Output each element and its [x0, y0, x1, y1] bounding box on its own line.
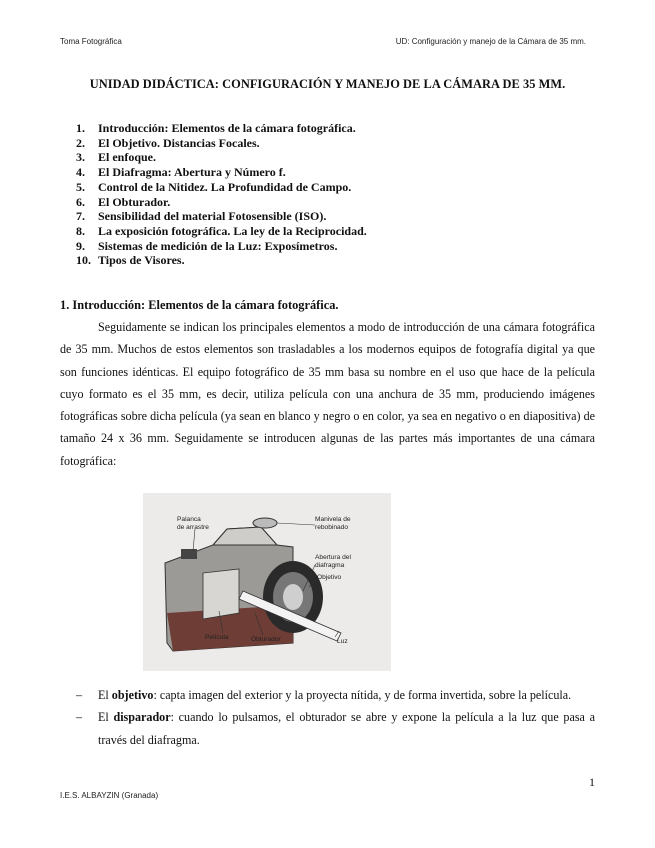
aperture-shape [283, 584, 303, 610]
toc-item: 8. La exposición fotográfica. La ley de la Reciprocidad. [76, 223, 367, 238]
label-abertura-2: diafragma [315, 562, 345, 569]
leader-line [193, 529, 195, 551]
toc-item: 10. Tipos de Visores. [76, 253, 185, 268]
header-left: Toma Fotográfica [60, 37, 122, 46]
page-title: UNIDAD DIDÁCTICA: CONFIGURACIÓN Y MANEJO DE LA CÁMARA DE 35 MM. [89, 77, 566, 91]
film-shape [203, 569, 239, 619]
label-palanca-2: de arrastre [177, 524, 209, 531]
toc-item: 7. Sensibilidad del material Fotosensible (ISO). [76, 209, 327, 224]
label-manivela-2: rebobinado [315, 524, 348, 531]
prism-housing-shape [213, 527, 277, 545]
label-pelicula: Película [205, 634, 229, 641]
label-luz: Luz [337, 638, 348, 645]
intro-paragraph: Seguidamente se indican los principales elementos a modo de introducción de una cámara fotográfica de 35 mm. Muchos de estos elementos son trasladables a los modernos equipos de fotografía digital ya que son funciones idénticas. El equipo fotográfico de 35 mm basa su nombre en el uso que hace de la película cuyo formato es el 35 mm, es decir, utiliza película con una anchura de 35 mm, produciendo imágenes fotográficas sobre dicha película (ya sean en blanco y negro o en color, ya sea en negativo o en diapositiva) de tamaño 24 x 36 mm. Seguidamente se introducen algunas de las partes más importantes de una cámara fotográfica: [60, 320, 595, 468]
section-heading: 1. Introducción: Elementos de la cámara fotográfica. [60, 298, 339, 312]
label-obturador: Obturador [251, 636, 281, 643]
list-item: – El objetivo: capta imagen del exterior y la proyecta nítida, y de forma invertida, sobre la película. [76, 688, 572, 702]
toc-item: 6. El Obturador. [76, 194, 171, 209]
toc-item: 5. Control de la Nitidez. La Profundidad de Campo. [76, 179, 352, 194]
label-abertura-1: Abertura del [315, 554, 351, 561]
list-item: – El disparador: cuando lo pulsamos, el obturador se abre y expone la película a la luz que pasa a través del diafragma. [76, 710, 595, 747]
toc-item: 9. Sistemas de medición de la Luz: Exposímetros. [76, 238, 338, 253]
table-of-contents [76, 121, 367, 268]
label-objetivo: Objetivo [317, 574, 342, 581]
toc-item: 2. El Objetivo. Distancias Focales. [76, 135, 260, 150]
page-number: 1 [589, 775, 595, 789]
toc-item: 1. Introducción: Elementos de la cámara fotográfica. [76, 121, 356, 135]
rewind-crank-shape [253, 518, 277, 528]
definitions-list [76, 684, 595, 751]
label-palanca-1: Palanca [177, 516, 201, 523]
camera-diagram [143, 493, 391, 671]
header-right: UD: Configuración y manejo de la Cámara de 35 mm. [395, 37, 586, 46]
advance-lever-shape [181, 549, 197, 559]
leader-line [277, 523, 315, 525]
toc-item: 4. El Diafragma: Abertura y Número f. [76, 165, 286, 180]
label-manivela-1: Manivela de [315, 516, 351, 523]
camera-illustration [143, 493, 391, 671]
footer: I.E.S. ALBAYZIN (Granada) [60, 791, 159, 800]
toc-item: 3. El enfoque. [76, 150, 157, 165]
